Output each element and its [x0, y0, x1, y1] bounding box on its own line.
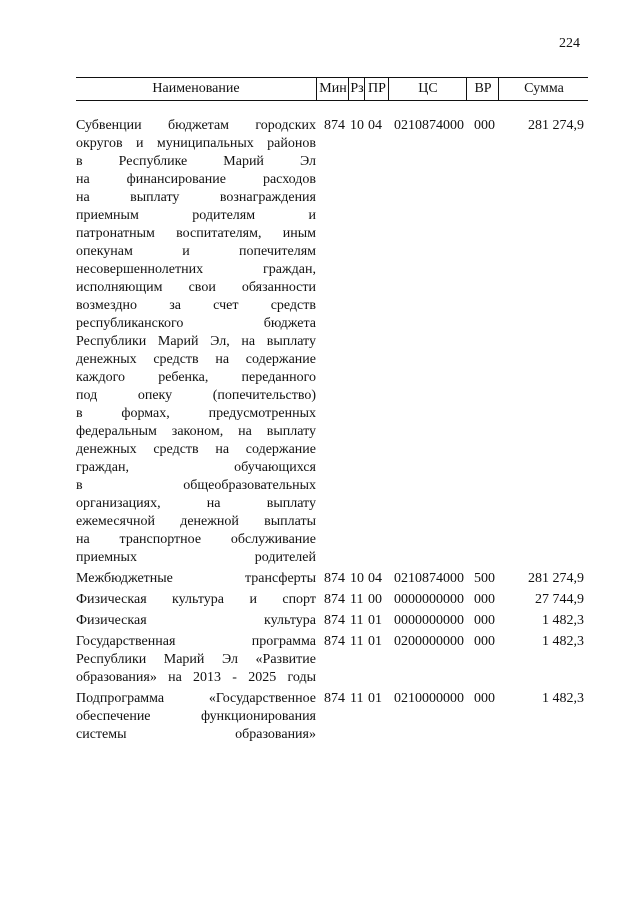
row-name-line: денежных средств на содержание: [76, 442, 316, 457]
row-name-line: Республики Марий Эл «Развитие: [76, 652, 316, 667]
header-sum: Сумма: [498, 78, 589, 100]
cell-vr: 000: [474, 613, 495, 628]
cell-rz: 11: [350, 613, 364, 628]
cell-min: 874: [324, 634, 345, 649]
cell-min: 874: [324, 571, 345, 586]
cell-sum: 1 482,3: [542, 691, 584, 706]
header-min: Мин: [316, 78, 349, 100]
cell-rz: 11: [350, 592, 364, 607]
cell-min: 874: [324, 613, 345, 628]
cell-pr: 04: [368, 118, 382, 133]
cell-pr: 01: [368, 613, 382, 628]
cell-cs: 0210874000: [394, 118, 464, 133]
row-name-line: округов и муниципальных районов: [76, 136, 316, 151]
row-name-line: каждого ребенка, переданного: [76, 370, 316, 385]
row-name: [76, 633, 316, 687]
cell-sum: 1 482,3: [542, 613, 584, 628]
row-name: [76, 117, 316, 567]
cell-min: 874: [324, 118, 345, 133]
row-name-line: в общеобразовательных: [76, 478, 316, 493]
cell-rz: 10: [350, 118, 364, 133]
table-header: [76, 77, 588, 101]
cell-cs: 0210874000: [394, 571, 464, 586]
table-row: [76, 612, 588, 630]
cell-vr: 000: [474, 691, 495, 706]
table-row: [76, 591, 588, 609]
cell-vr: 000: [474, 634, 495, 649]
row-name-line: республиканского бюджета: [76, 316, 316, 331]
row-name: [76, 690, 316, 744]
row-name: [76, 612, 316, 630]
cell-pr: 01: [368, 691, 382, 706]
row-name-line: приемных родителей: [76, 550, 316, 565]
cell-min: 874: [324, 691, 345, 706]
row-name-line: в Республике Марий Эл: [76, 154, 316, 169]
cell-pr: 01: [368, 634, 382, 649]
cell-cs: 0200000000: [394, 634, 464, 649]
cell-vr: 000: [474, 592, 495, 607]
row-name-line: Подпрограмма «Государственное: [76, 691, 316, 706]
header-cs: ЦС: [388, 78, 467, 100]
row-name-line: граждан, обучающихся: [76, 460, 316, 475]
cell-rz: 10: [350, 571, 364, 586]
row-name-line: возмездно за счет средств: [76, 298, 316, 313]
cell-pr: 04: [368, 571, 382, 586]
row-name-line: образования» на 2013 - 2025 годы: [76, 670, 316, 685]
table-row: [76, 633, 588, 687]
row-name-line: в формах, предусмотренных: [76, 406, 316, 421]
row-name-line: Республики Марий Эл, на выплату: [76, 334, 316, 349]
cell-rz: 11: [350, 691, 364, 706]
cell-cs: 0210000000: [394, 691, 464, 706]
cell-min: 874: [324, 592, 345, 607]
header-rz: Рз: [348, 78, 365, 100]
row-name-line: Физическая культура: [76, 613, 316, 628]
row-name: [76, 570, 316, 588]
row-name-line: Государственная программа: [76, 634, 316, 649]
cell-sum: 281 274,9: [528, 118, 584, 133]
row-name-line: патронатным воспитателям, иным: [76, 226, 316, 241]
row-name-line: Субвенции бюджетам городских: [76, 118, 316, 133]
header-name: Наименование: [152, 81, 240, 96]
row-name-line: ежемесячной денежной выплаты: [76, 514, 316, 529]
table-body: [76, 117, 588, 744]
row-name-line: на финансирование расходов: [76, 172, 316, 187]
cell-cs: 0000000000: [394, 592, 464, 607]
row-name-line: организациях, на выплату: [76, 496, 316, 511]
table-row: [76, 690, 588, 744]
row-name-line: Физическая культура и спорт: [76, 592, 316, 607]
page-number: 224: [559, 36, 580, 51]
row-name-line: обеспечение функционирования: [76, 709, 316, 724]
row-name-line: на выплату вознаграждения: [76, 190, 316, 205]
cell-rz: 11: [350, 634, 364, 649]
row-name-line: Межбюджетные трансферты: [76, 571, 316, 586]
row-name-line: несовершеннолетних граждан,: [76, 262, 316, 277]
row-name-line: системы образования»: [76, 727, 316, 742]
cell-pr: 00: [368, 592, 382, 607]
row-name-line: под опеку (попечительство): [76, 388, 316, 403]
row-name: [76, 591, 316, 609]
cell-sum: 1 482,3: [542, 634, 584, 649]
table-row: [76, 117, 588, 567]
cell-sum: 281 274,9: [528, 571, 584, 586]
row-name-line: приемным родителям и: [76, 208, 316, 223]
header-pr: ПР: [364, 78, 389, 100]
table-row: [76, 570, 588, 588]
row-name-line: опекунам и попечителям: [76, 244, 316, 259]
row-name-line: денежных средств на содержание: [76, 352, 316, 367]
header-vr: ВР: [466, 78, 499, 100]
cell-vr: 000: [474, 118, 495, 133]
row-name-line: на транспортное обслуживание: [76, 532, 316, 547]
cell-vr: 500: [474, 571, 495, 586]
cell-sum: 27 744,9: [535, 592, 584, 607]
row-name-line: исполняющим свои обязанности: [76, 280, 316, 295]
cell-cs: 0000000000: [394, 613, 464, 628]
row-name-line: федеральным законом, на выплату: [76, 424, 316, 439]
